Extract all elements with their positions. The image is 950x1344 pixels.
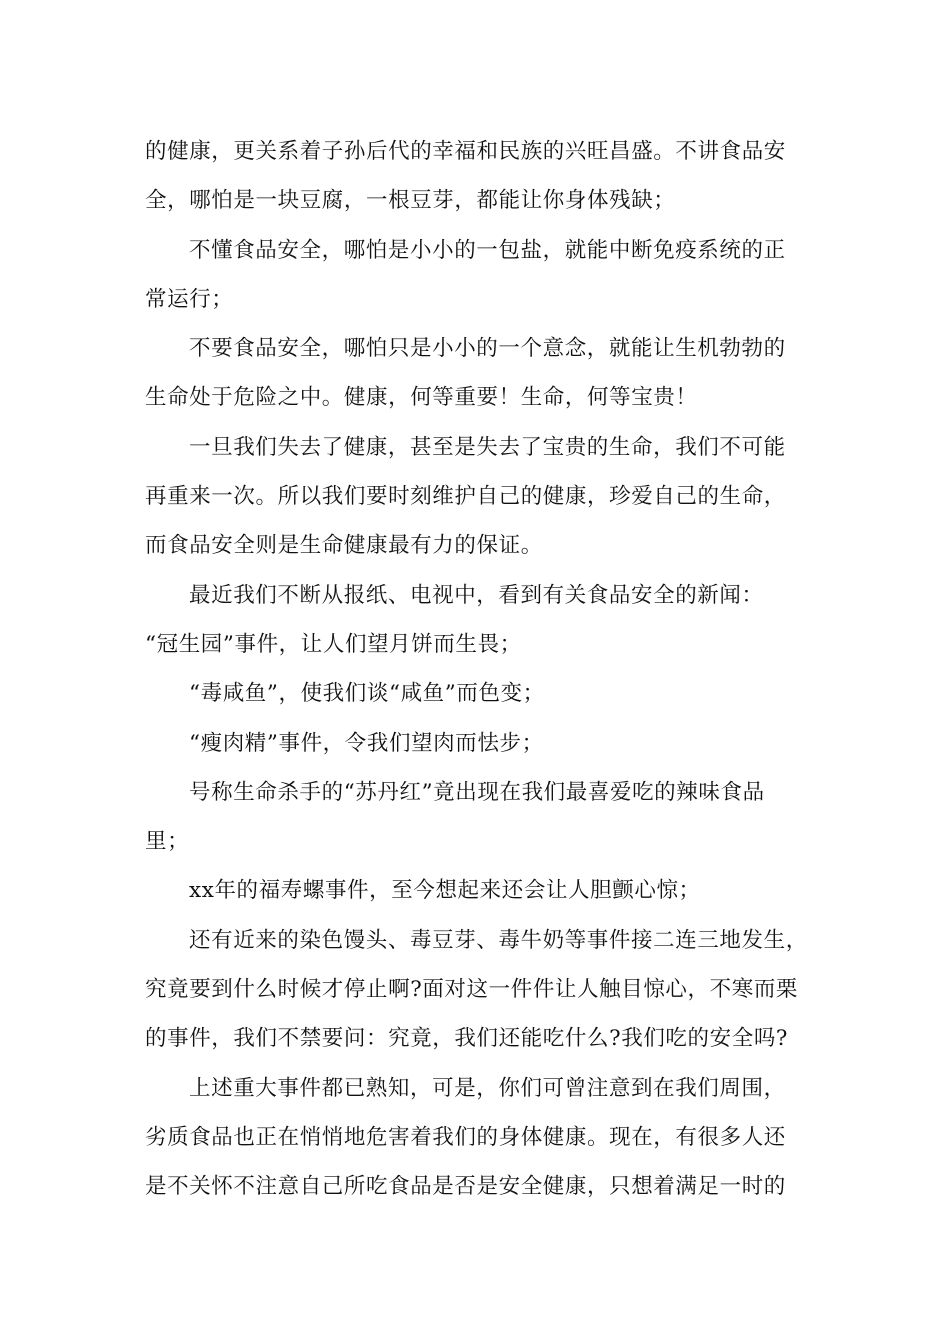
document-body [145, 127, 825, 1212]
text-line: 里； [145, 829, 190, 855]
text-line: 一旦我们失去了健康，甚至是失去了宝贵的生命，我们不可能 [189, 434, 786, 460]
text-line: “冠生园”事件，让人们望月饼而生畏； [145, 631, 522, 657]
text-line: 生命处于危险之中。健康，何等重要！生命，何等宝贵！ [145, 385, 698, 411]
text-line: 常运行； [145, 286, 234, 312]
text-line: “瘦肉精”事件，令我们望肉而怯步； [189, 730, 544, 756]
text-line: 的健康，更关系着子孙后代的幸福和民族的兴旺昌盛。不讲食品安 [145, 139, 786, 164]
text-line: 究竟要到什么时候才停止啊?面对这一件件让人触目惊心，不寒而栗 [145, 977, 799, 1003]
text-line: 还有近来的染色馒头、毒豆芽、毒牛奶等事件接二连三地发生， [189, 927, 808, 953]
text-line: 号称生命杀手的“苏丹红”竟出现在我们最喜爱吃的辣味食品 [189, 779, 765, 805]
text-line: 再重来一次。所以我们要时刻维护自己的健康，珍爱自己的生命， [145, 484, 786, 510]
text-line: 的事件，我们不禁要问：究竟，我们还能吃什么?我们吃的安全吗? [145, 1026, 789, 1052]
text-line: 劣质食品也正在悄悄地危害着我们的身体健康。现在，有很多人还 [145, 1124, 786, 1150]
text-line: “毒咸鱼”，使我们谈“咸鱼”而色变； [189, 681, 545, 707]
text-line: 不懂食品安全，哪怕是小小的一包盐，就能中断免疫系统的正 [189, 237, 786, 263]
text-line: 最近我们不断从报纸、电视中，看到有关食品安全的新闻： [189, 582, 764, 608]
text-line: 是不关怀不注意自己所吃食品是否是安全健康，只想着满足一时的 [145, 1174, 786, 1200]
text-line: 而食品安全则是生命健康最有力的保证。 [145, 533, 543, 559]
text-line: xx年的福寿螺事件，至今想起来还会让人胆颤心惊； [189, 878, 701, 904]
text-line: 全，哪怕是一块豆腐，一根豆芽，都能让你身体残缺； [145, 188, 676, 214]
text-line: 不要食品安全，哪怕只是小小的一个意念，就能让生机勃勃的 [189, 336, 786, 362]
text-line: 上述重大事件都已熟知，可是，你们可曾注意到在我们周围， [189, 1075, 786, 1101]
